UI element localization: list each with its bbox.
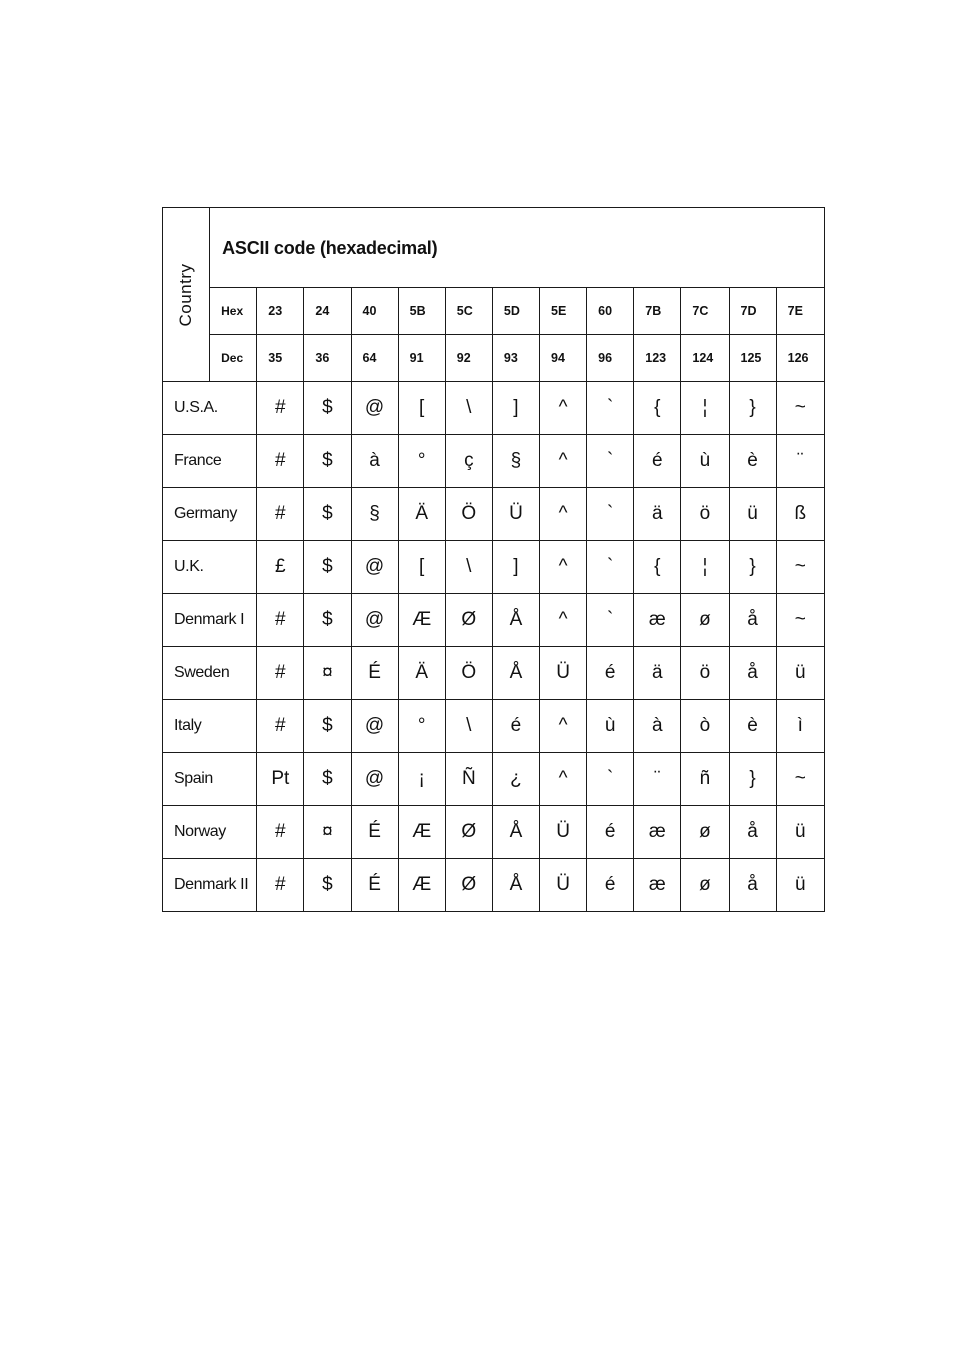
character-cell: ä [634,488,681,541]
character-cell: Ü [540,647,587,700]
character-cell: Å [492,647,539,700]
character-cell: # [257,700,304,753]
dec-code-cell: 35 [257,335,304,382]
hex-code-cell: 5E [540,288,587,335]
character-cell: É [351,647,398,700]
character-cell: ~ [776,541,824,594]
character-cell: Ü [540,806,587,859]
character-cell: ¤ [304,647,351,700]
character-cell: ^ [540,488,587,541]
character-cell: æ [634,859,681,912]
character-cell: é [587,859,634,912]
character-cell: @ [351,594,398,647]
character-cell: # [257,859,304,912]
character-cell: Å [492,859,539,912]
character-cell: É [351,806,398,859]
character-cell: # [257,806,304,859]
character-cell: Ä [398,488,445,541]
character-cell: ä [634,647,681,700]
character-cell: Ü [492,488,539,541]
character-cell: ` [587,594,634,647]
character-cell: ü [776,647,824,700]
country-name-cell: Spain [163,753,257,806]
character-cell: è [729,700,776,753]
character-cell: $ [304,488,351,541]
character-cell: Pt [257,753,304,806]
country-name-cell: Sweden [163,647,257,700]
character-cell: ø [681,594,729,647]
character-cell: è [729,435,776,488]
character-cell: å [729,594,776,647]
character-cell: $ [304,859,351,912]
character-cell: ~ [776,382,824,435]
character-cell: $ [304,594,351,647]
character-cell: $ [304,700,351,753]
title-row [163,208,825,288]
character-cell: ^ [540,541,587,594]
international-charset-table [162,207,825,912]
character-cell: Ø [445,594,492,647]
character-cell: # [257,488,304,541]
character-cell: ° [398,700,445,753]
character-cell: à [351,435,398,488]
dec-code-cell: 125 [729,335,776,382]
character-cell: ¦ [681,382,729,435]
hex-code-cell: 5C [445,288,492,335]
character-cell: ¨ [776,435,824,488]
character-cell: $ [304,382,351,435]
hex-code-cell: 7B [634,288,681,335]
character-cell: å [729,806,776,859]
character-cell: ü [776,859,824,912]
country-name-cell: Germany [163,488,257,541]
character-cell: ~ [776,753,824,806]
character-cell: @ [351,753,398,806]
character-cell: ` [587,541,634,594]
character-cell: § [492,435,539,488]
character-cell: ` [587,488,634,541]
character-cell: @ [351,700,398,753]
character-cell: ¤ [304,806,351,859]
character-cell: ß [776,488,824,541]
character-cell: § [351,488,398,541]
character-cell: ~ [776,594,824,647]
character-cell: Ö [445,488,492,541]
country-name-cell: Italy [163,700,257,753]
character-cell: ^ [540,700,587,753]
table-row [163,594,825,647]
character-cell: @ [351,382,398,435]
character-cell: ò [681,700,729,753]
hex-code-cell: 60 [587,288,634,335]
character-cell: # [257,382,304,435]
character-cell: ø [681,859,729,912]
character-cell: ç [445,435,492,488]
character-cell: \ [445,700,492,753]
character-cell: ¨ [634,753,681,806]
character-cell: \ [445,382,492,435]
country-name-cell: Denmark II [163,859,257,912]
character-cell: ° [398,435,445,488]
character-cell: ^ [540,594,587,647]
character-cell: { [634,382,681,435]
character-cell: ù [681,435,729,488]
character-cell: ] [492,382,539,435]
hex-label: Hex [210,288,257,335]
table-title: ASCII code (hexadecimal) [210,208,825,288]
character-cell: ¡ [398,753,445,806]
character-cell: æ [634,594,681,647]
character-cell: ] [492,541,539,594]
character-cell: @ [351,541,398,594]
character-cell: { [634,541,681,594]
dec-code-cell: 36 [304,335,351,382]
character-cell: } [729,382,776,435]
dec-code-cell: 92 [445,335,492,382]
table-row [163,382,825,435]
character-cell: \ [445,541,492,594]
hex-code-cell: 23 [257,288,304,335]
dec-code-cell: 94 [540,335,587,382]
character-cell: ¦ [681,541,729,594]
dec-code-cell: 123 [634,335,681,382]
hex-code-cell: 5B [398,288,445,335]
country-header: Country [176,262,196,327]
character-cell: ^ [540,382,587,435]
character-cell: å [729,859,776,912]
character-cell: ø [681,806,729,859]
character-cell: [ [398,541,445,594]
table-row [163,806,825,859]
dec-code-cell: 64 [351,335,398,382]
character-cell: Å [492,806,539,859]
table-row [163,700,825,753]
dec-code-cell: 93 [492,335,539,382]
character-cell: é [634,435,681,488]
character-cell: Æ [398,594,445,647]
character-cell: Ø [445,806,492,859]
character-cell: [ [398,382,445,435]
character-cell: ` [587,382,634,435]
table-row [163,647,825,700]
character-cell: é [492,700,539,753]
character-cell: ¿ [492,753,539,806]
character-cell: } [729,541,776,594]
character-cell: Å [492,594,539,647]
country-header-cell [163,208,210,382]
character-cell: å [729,647,776,700]
character-cell: # [257,435,304,488]
table-row [163,859,825,912]
character-cell: ö [681,488,729,541]
country-name-cell: France [163,435,257,488]
character-cell: $ [304,753,351,806]
character-cell: Ñ [445,753,492,806]
character-cell: Æ [398,859,445,912]
character-cell: ì [776,700,824,753]
hex-code-cell: 7D [729,288,776,335]
dec-label: Dec [210,335,257,382]
country-name-cell: U.S.A. [163,382,257,435]
dec-code-cell: 91 [398,335,445,382]
character-cell: ` [587,753,634,806]
character-cell: ù [587,700,634,753]
country-name-cell: Norway [163,806,257,859]
hex-code-cell: 7E [776,288,824,335]
character-cell: £ [257,541,304,594]
character-cell: Ö [445,647,492,700]
character-cell: $ [304,541,351,594]
hex-code-cell: 24 [304,288,351,335]
hex-code-cell: 7C [681,288,729,335]
character-cell: Ä [398,647,445,700]
dec-code-cell: 124 [681,335,729,382]
character-cell: ö [681,647,729,700]
character-cell: ü [776,806,824,859]
character-cell: ü [729,488,776,541]
country-name-cell: U.K. [163,541,257,594]
character-cell: $ [304,435,351,488]
character-cell: # [257,647,304,700]
character-cell: ñ [681,753,729,806]
character-cell: Ü [540,859,587,912]
character-cell: Æ [398,806,445,859]
character-cell: # [257,594,304,647]
character-cell: É [351,859,398,912]
dec-code-cell: 96 [587,335,634,382]
character-cell: é [587,647,634,700]
hex-row [163,288,825,335]
character-cell: } [729,753,776,806]
table-row [163,435,825,488]
hex-code-cell: 5D [492,288,539,335]
table-row [163,488,825,541]
character-cell: æ [634,806,681,859]
character-cell: ` [587,435,634,488]
character-cell: à [634,700,681,753]
country-name-cell: Denmark I [163,594,257,647]
character-cell: Ø [445,859,492,912]
dec-code-cell: 126 [776,335,824,382]
table-row [163,753,825,806]
table-row [163,541,825,594]
hex-code-cell: 40 [351,288,398,335]
character-cell: é [587,806,634,859]
character-cell: ^ [540,753,587,806]
dec-row [163,335,825,382]
character-cell: ^ [540,435,587,488]
